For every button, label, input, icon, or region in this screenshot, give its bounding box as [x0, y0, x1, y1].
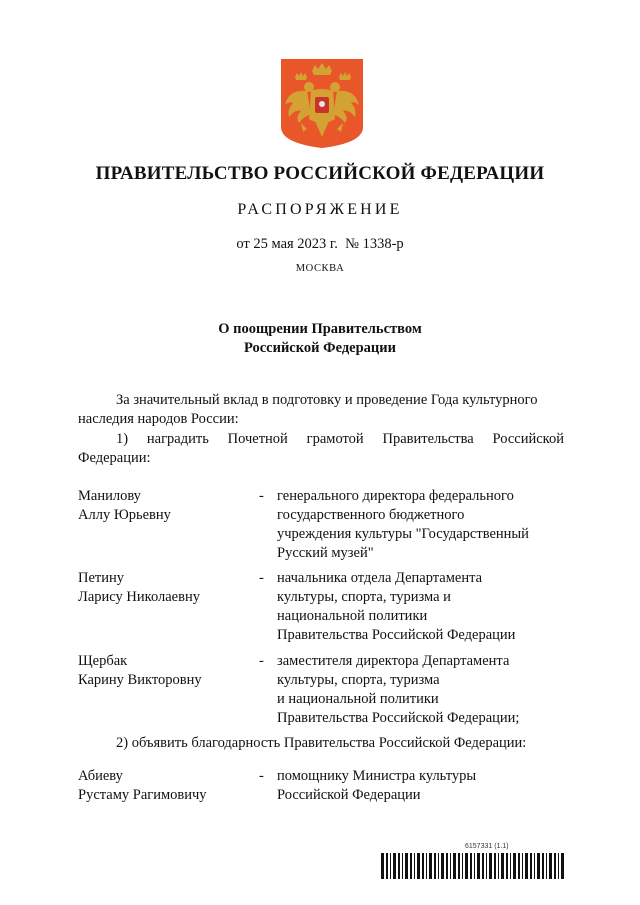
dash: - [259, 570, 264, 586]
document-type: РАСПОРЯЖЕНИЕ [237, 201, 403, 218]
coat-of-arms-icon [279, 57, 365, 149]
award-clause-line: Федерации: [78, 450, 151, 466]
recipient-name: Абиеву Рустаму Рагимовичу [78, 768, 207, 803]
awardee-position: генерального директора федерального государственного бюджетного учреждения культуры "Государственный Русский музей" [277, 488, 529, 561]
dash: - [259, 653, 264, 669]
subject-line: Российской Федерации [243, 340, 396, 356]
gratitude-clause: 2) объявить благодарность Правительства Российской Федерации: [116, 735, 527, 751]
award-clause-line: 1) наградить Почетной грамотой Правительства Российской [116, 431, 564, 447]
barcode-icon [381, 853, 564, 879]
awardee-name: Манилову Аллу Юрьевну [78, 488, 171, 523]
date-and-number: от 25 мая 2023 г. № 1338-р [236, 236, 404, 252]
dash: - [259, 768, 264, 784]
dash: - [259, 488, 264, 504]
awardee-position: начальника отдела Департамента культуры, спорта, туризма и национальной политики Правительства Российской Федерации [277, 570, 516, 643]
awardee-position: заместителя директора Департамента культуры, спорта, туризма и национальной политики Правительства Российской Федерации; [277, 653, 520, 726]
awardee-name: Щербак Карину Викторовну [78, 653, 202, 688]
intro-paragraph: За значительный вклад в подготовку и проведение Года культурного наследия народов России: [78, 392, 538, 427]
document-subject [0, 320, 640, 358]
subject-line: О поощрении Правительством [218, 321, 422, 337]
recipient-position: помощнику Министра культуры Российской Федерации [277, 768, 477, 803]
government-title: ПРАВИТЕЛЬСТВО РОССИЙСКОЙ ФЕДЕРАЦИИ [95, 163, 545, 184]
awardee-name: Петину Ларису Николаевну [78, 570, 200, 605]
city: МОСКВА [295, 263, 345, 274]
award-clause [78, 430, 564, 468]
barcode-number: 6157331 (1.1) [465, 843, 509, 850]
